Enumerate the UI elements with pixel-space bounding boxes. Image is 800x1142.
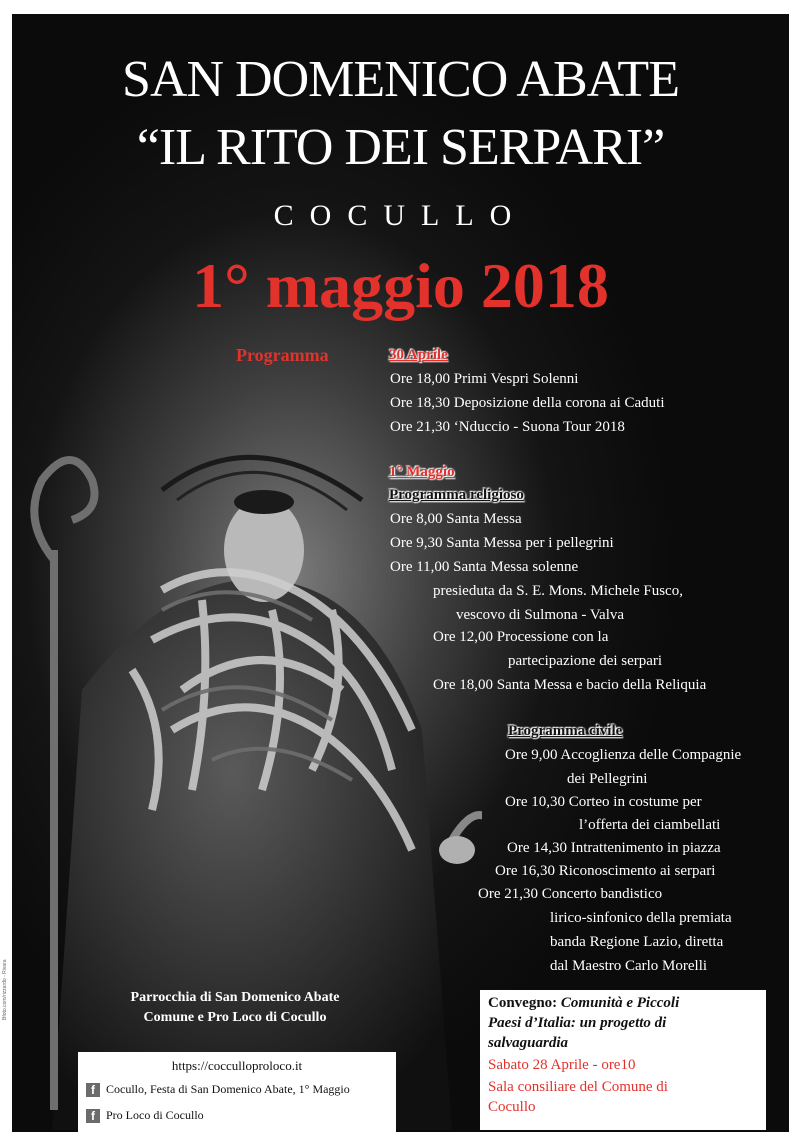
list-item: banda Regione Lazio, diretta <box>550 934 724 950</box>
convegno-prefix: Convegno: <box>488 995 558 1011</box>
list-item: Ore 11,00 Santa Messa solenne <box>390 559 579 575</box>
list-item: lirico-sinfonico della premiata <box>550 910 732 926</box>
list-item: Ore 18,00 Primi Vespri Solenni <box>390 371 579 387</box>
list-item: Ore 14,30 Intrattenimento in piazza <box>507 840 721 856</box>
facebook-link-2[interactable] <box>86 1108 204 1123</box>
day1-title: 30 Aprile <box>389 347 448 363</box>
town-name: COCULLO <box>273 199 528 232</box>
list-item: Ore 21,30 ‘Nduccio - Suona Tour 2018 <box>390 419 625 435</box>
facebook-link-label: Cocullo, Festa di San Domenico Abate, 1° Maggio <box>106 1082 350 1096</box>
list-item: presieduta da S. E. Mons. Michele Fusco, <box>433 583 683 599</box>
convegno-where-2: Cocullo <box>488 1099 536 1115</box>
list-item: Ore 8,00 Santa Messa <box>390 511 522 527</box>
photo-credit-text: Bfoto.com/rizzardo - Rivara <box>2 959 8 1020</box>
website-link[interactable]: https://cocculloproloco.it <box>171 1058 303 1073</box>
religious-program-title: Programma religioso <box>389 487 524 503</box>
list-item: vescovo di Sulmona - Valva <box>456 607 625 623</box>
list-item: Ore 21,30 Concerto bandistico <box>478 886 663 902</box>
civil-program-title: Programma civile <box>508 723 623 739</box>
day2-title: 1° Maggio <box>389 464 455 480</box>
list-item: Ore 16,30 Riconoscimento ai serpari <box>495 863 716 879</box>
convegno-box <box>480 990 766 1130</box>
list-item: Ore 9,00 Accoglienza delle Compagnie <box>505 747 742 763</box>
list-item: Ore 12,00 Processione con la <box>433 629 609 645</box>
list-item: l’offerta dei ciambellati <box>579 817 721 833</box>
convegno-title-part-1: Comunità e Piccoli <box>560 995 680 1011</box>
facebook-icon: f <box>86 1109 100 1123</box>
convegno-when: Sabato 28 Aprile - ore10 <box>488 1057 636 1073</box>
program-label: Programma <box>236 345 329 365</box>
facebook-link-label: Pro Loco di Cocullo <box>106 1108 204 1122</box>
list-item: Ore 18,30 Deposizione della corona ai Caduti <box>390 395 665 411</box>
convegno-line-1 <box>488 994 679 1013</box>
organizer-line-1: Parrocchia di San Domenico Abate <box>130 990 340 1005</box>
links-box <box>78 1052 396 1132</box>
event-date: 1° maggio 2018 <box>192 250 609 321</box>
convegno-where-1: Sala consiliare del Comune di <box>488 1079 668 1095</box>
convegno-title-part-3: salvaguardia <box>488 1035 569 1051</box>
list-item: partecipazione dei serpari <box>508 653 663 669</box>
organizer-line-2: Comune e Pro Loco di Cocullo <box>143 1010 327 1025</box>
title-line-2: “IL RITO DEI SERPARI” <box>136 119 665 176</box>
title-line-1: SAN DOMENICO ABATE <box>122 51 679 108</box>
photo-credit <box>2 770 12 1020</box>
facebook-link-1[interactable] <box>86 1082 350 1097</box>
list-item: dei Pellegrini <box>567 771 648 787</box>
list-item: dal Maestro Carlo Morelli <box>550 958 708 974</box>
list-item: Ore 18,00 Santa Messa e bacio della Reliquia <box>433 677 707 693</box>
list-item: Ore 9,30 Santa Messa per i pellegrini <box>390 535 614 551</box>
convegno-title-part-2: Paesi d’Italia: un progetto di <box>488 1015 667 1031</box>
list-item: Ore 10,30 Corteo in costume per <box>505 794 702 810</box>
facebook-icon: f <box>86 1083 100 1097</box>
